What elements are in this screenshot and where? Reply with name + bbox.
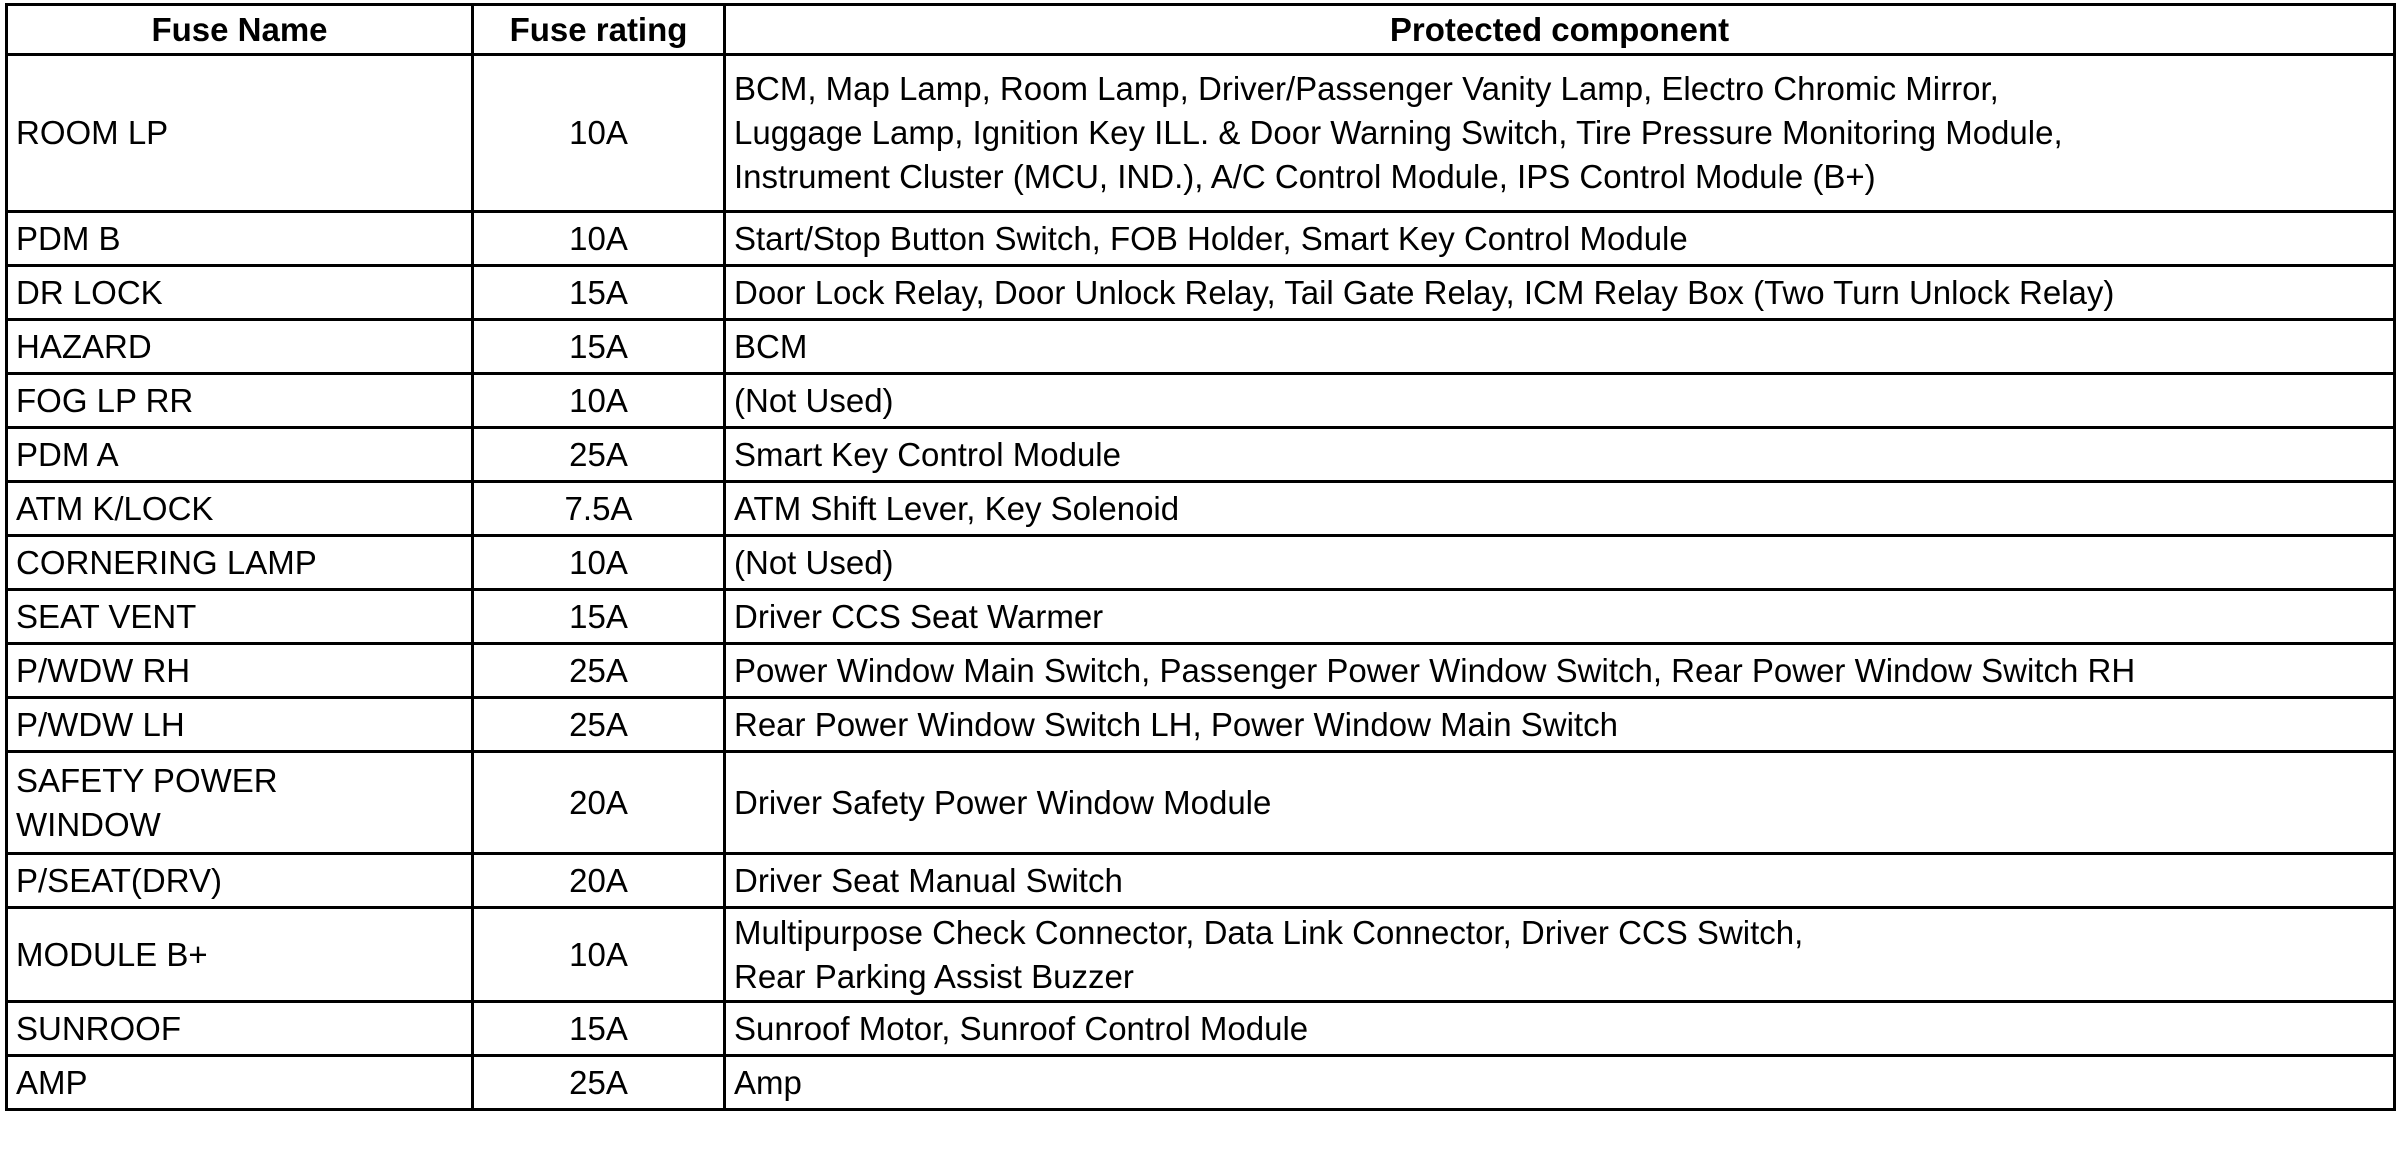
fuse-name-cell [7, 698, 473, 752]
fuse-name-line: SAFETY POWER [16, 761, 278, 799]
fuse-rating-cell: 15A [473, 266, 725, 320]
protected-component-cell [725, 590, 2395, 644]
fuse-name-line: P/WDW RH [16, 651, 191, 689]
fuse-rating-cell: 10A [473, 374, 725, 428]
fuse-name-line: PDM B [16, 219, 121, 257]
fuse-rating-cell: 25A [473, 644, 725, 698]
fuse-name-cell [7, 266, 473, 320]
fuse-rating-cell: 15A [473, 1002, 725, 1056]
header-protected-component: Protected component [725, 5, 2395, 55]
fuse-name-cell [7, 320, 473, 374]
table-row [7, 698, 2395, 752]
fuse-name-line: SEAT VENT [16, 597, 197, 635]
table-row [7, 266, 2395, 320]
fuse-name-line: WINDOW [16, 805, 161, 843]
protected-component-line: BCM, Map Lamp, Room Lamp, Driver/Passenger Vanity Lamp, Electro Chromic Mirror, [734, 70, 1999, 107]
table-row [7, 854, 2395, 908]
protected-component-line: Amp [734, 1063, 802, 1101]
fuse-name-cell [7, 644, 473, 698]
fuse-name-line: PDM A [16, 435, 119, 473]
fuse-name-cell [7, 1056, 473, 1110]
fuse-rating-cell: 10A [473, 536, 725, 590]
protected-component-line: Start/Stop Button Switch, FOB Holder, Smart Key Control Module [734, 219, 1688, 257]
fuse-name-line: FOG LP RR [16, 381, 194, 419]
protected-component-line: (Not Used) [734, 381, 894, 419]
protected-component-cell [725, 482, 2395, 536]
fuse-rating-cell: 15A [473, 590, 725, 644]
fuse-name-cell [7, 752, 473, 854]
fuse-rating-cell: 10A [473, 908, 725, 1002]
protected-component-line: BCM [734, 327, 808, 365]
fuse-rating-cell: 25A [473, 1056, 725, 1110]
protected-component-cell [725, 212, 2395, 266]
fuse-name-line: CORNERING LAMP [16, 543, 317, 581]
protected-component-line: (Not Used) [734, 543, 894, 581]
table-row [7, 428, 2395, 482]
protected-component-cell [725, 266, 2395, 320]
fuse-rating-cell: 10A [473, 212, 725, 266]
fuse-name-cell [7, 536, 473, 590]
protected-component-line: Driver Safety Power Window Module [734, 783, 1272, 821]
header-fuse-name: Fuse Name [7, 5, 473, 55]
protected-component-cell [725, 428, 2395, 482]
fuse-table [5, 3, 2396, 1111]
fuse-rating-cell: 15A [473, 320, 725, 374]
protected-component-cell [725, 536, 2395, 590]
protected-component-cell [725, 1002, 2395, 1056]
fuse-name-line: AMP [16, 1063, 88, 1101]
table-row [7, 55, 2395, 212]
table-header-row [7, 5, 2395, 55]
protected-component-line: Instrument Cluster (MCU, IND.), A/C Control Module, IPS Control Module (B+) [734, 158, 1876, 195]
table-row [7, 320, 2395, 374]
table-row [7, 374, 2395, 428]
table-row [7, 752, 2395, 854]
fuse-rating-cell: 20A [473, 752, 725, 854]
table-row [7, 908, 2395, 1002]
fuse-name-cell [7, 590, 473, 644]
fuse-name-line: ROOM LP [16, 114, 169, 151]
table-row [7, 1002, 2395, 1056]
fuse-name-cell [7, 55, 473, 212]
fuse-name-line: P/WDW LH [16, 705, 185, 743]
table-row [7, 482, 2395, 536]
protected-component-line: Rear Parking Assist Buzzer [734, 957, 1134, 995]
protected-component-line: Luggage Lamp, Ignition Key ILL. & Door Warning Switch, Tire Pressure Monitoring Module, [734, 114, 2063, 151]
protected-component-cell [725, 320, 2395, 374]
protected-component-cell [725, 644, 2395, 698]
fuse-rating-cell: 25A [473, 428, 725, 482]
fuse-name-line: HAZARD [16, 327, 152, 365]
protected-component-line: Smart Key Control Module [734, 435, 1121, 473]
table-row [7, 590, 2395, 644]
protected-component-cell [725, 374, 2395, 428]
fuse-rating-cell: 20A [473, 854, 725, 908]
fuse-name-cell [7, 482, 473, 536]
protected-component-cell [725, 1056, 2395, 1110]
protected-component-line: Power Window Main Switch, Passenger Power Window Switch, Rear Power Window Switch RH [734, 651, 2136, 689]
protected-component-cell [725, 698, 2395, 752]
protected-component-line: Driver CCS Seat Warmer [734, 597, 1104, 635]
fuse-name-cell [7, 374, 473, 428]
protected-component-cell [725, 908, 2395, 1002]
fuse-name-cell [7, 212, 473, 266]
protected-component-line: Multipurpose Check Connector, Data Link Connector, Driver CCS Switch, [734, 913, 1804, 951]
table-body [7, 55, 2395, 1110]
fuse-name-line: P/SEAT(DRV) [16, 861, 222, 899]
protected-component-line: ATM Shift Lever, Key Solenoid [734, 489, 1180, 527]
table-row [7, 536, 2395, 590]
fuse-name-line: SUNROOF [16, 1009, 181, 1047]
fuse-name-line: ATM K/LOCK [16, 489, 214, 527]
table-row [7, 644, 2395, 698]
fuse-rating-cell: 7.5A [473, 482, 725, 536]
fuse-rating-cell: 25A [473, 698, 725, 752]
protected-component-cell [725, 854, 2395, 908]
fuse-name-line: MODULE B+ [16, 935, 208, 973]
fuse-rating-cell: 10A [473, 55, 725, 212]
fuse-name-cell [7, 908, 473, 1002]
fuse-name-cell [7, 1002, 473, 1056]
table-row [7, 212, 2395, 266]
protected-component-line: Door Lock Relay, Door Unlock Relay, Tail Gate Relay, ICM Relay Box (Two Turn Unlock Relay) [734, 273, 2115, 311]
protected-component-cell [725, 55, 2395, 212]
fuse-name-line: DR LOCK [16, 273, 163, 311]
fuse-name-cell [7, 854, 473, 908]
header-fuse-rating: Fuse rating [473, 5, 725, 55]
fuse-name-cell [7, 428, 473, 482]
protected-component-cell [725, 752, 2395, 854]
protected-component-line: Rear Power Window Switch LH, Power Window Main Switch [734, 705, 1618, 743]
protected-component-line: Driver Seat Manual Switch [734, 861, 1123, 899]
table-row [7, 1056, 2395, 1110]
protected-component-line: Sunroof Motor, Sunroof Control Module [734, 1009, 1309, 1047]
